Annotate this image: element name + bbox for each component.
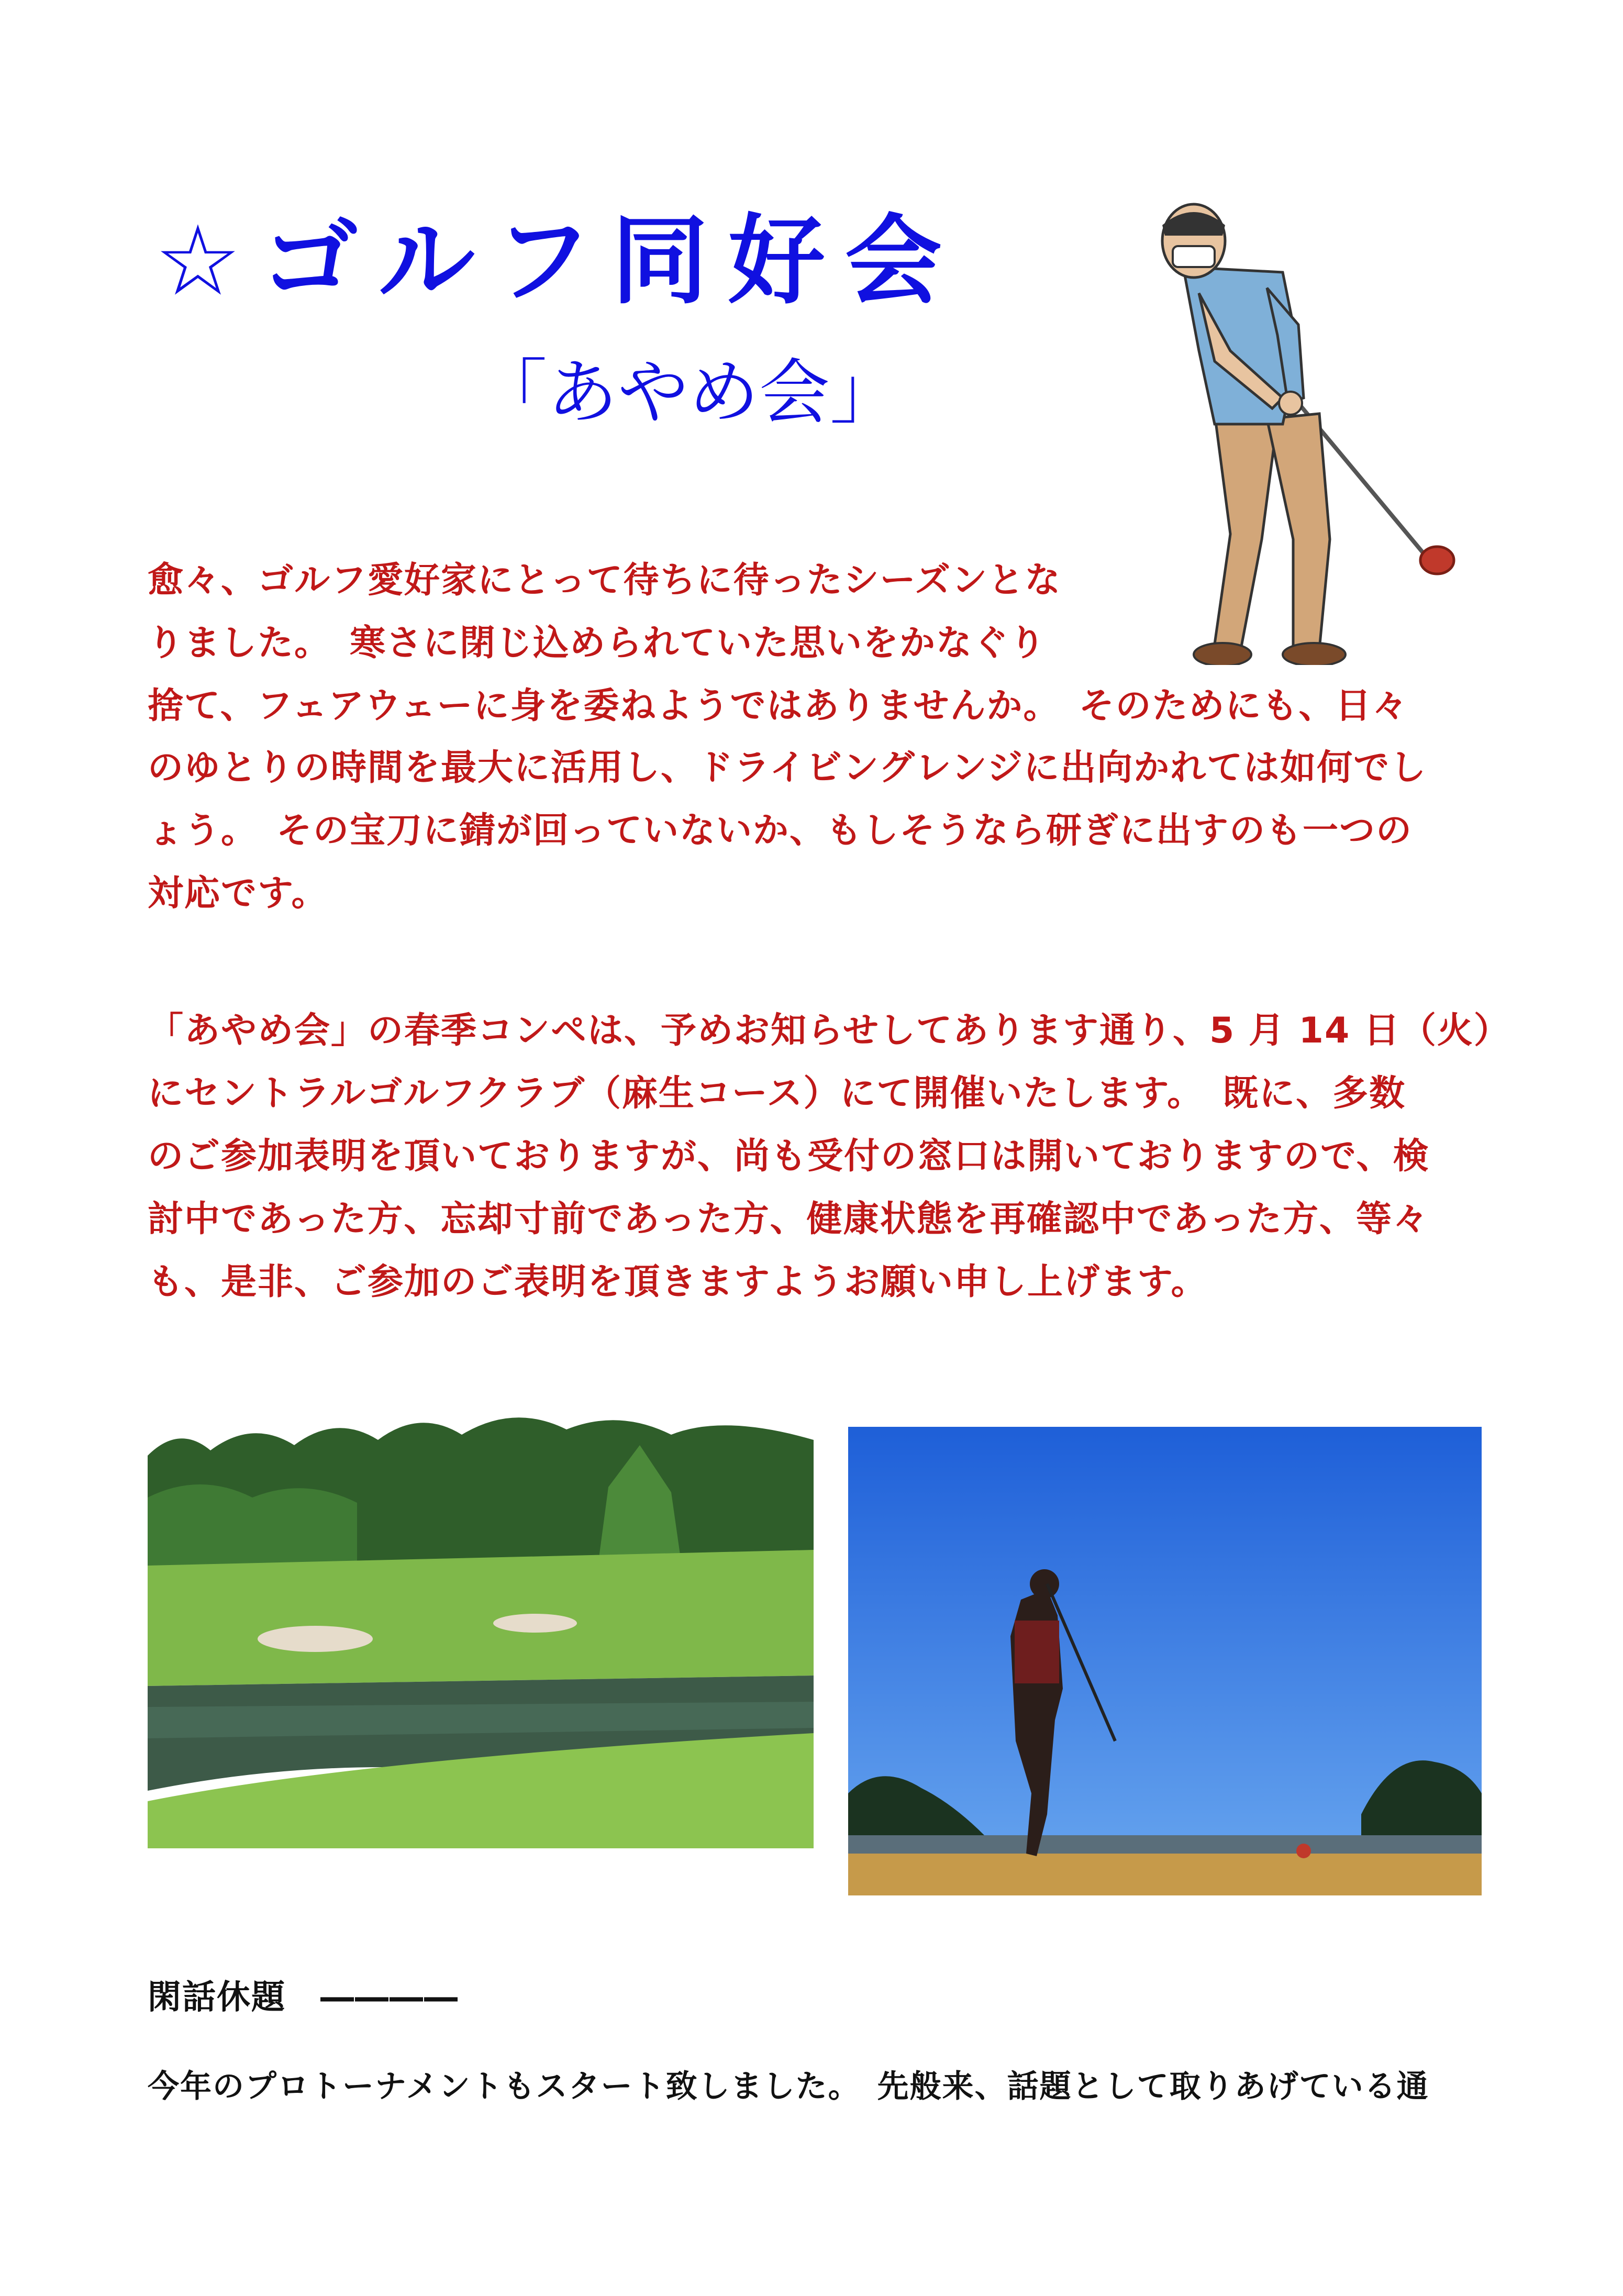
- announcement-line-3: のご参加表明を頂いておりますが、尚も受付の窓口は開いておりますので、検: [148, 1136, 1430, 1177]
- intro-line-4: のゆとりの時間を最大に活用し、ドライビングレンジに出向かれては如何でし: [148, 747, 1427, 789]
- announcement-line-2: にセントラルゴルフクラブ（麻生コース）にて開催いたします。 既に、多数: [148, 1073, 1406, 1114]
- intro-line-3: 捨て、フェアウェーに身を委ねようではありませんか。 そのためにも、日々: [148, 685, 1409, 727]
- announcement-line-5: も、是非、ご参加のご表明を頂きますようお願い申し上げます。: [148, 1261, 1208, 1303]
- intro-line-2: りました。 寒さに閉じ込められていた思いをかなぐり: [148, 623, 1047, 664]
- intro-line-6: 対応です。: [148, 873, 328, 914]
- announcement-line-1: 「あやめ会」の春季コンペは、予めお知らせしてあります通り、5 月 14 日（火）: [148, 1010, 1510, 1051]
- intro-line-1: 愈々、ゴルフ愛好家にとって待ちに待ったシーズンとな: [148, 560, 1062, 601]
- announcement-line-4: 討中であった方、忘却寸前であった方、健康状態を再確認中であった方、等々: [148, 1199, 1429, 1240]
- aside-line: 今年のプロトーナメントもスタート致しました。 先般来、話題として取りあげている通: [148, 2068, 1429, 2105]
- golf-course-pond-photo: [148, 1393, 814, 1848]
- page-title: ☆ゴルフ同好会: [154, 204, 962, 317]
- intro-line-5: ょう。 その宝刀に錆が回っていないか、もしそうなら研ぎに出すのも一つの: [148, 810, 1413, 851]
- aside-heading: 閑話休題 ――――: [148, 1978, 459, 2017]
- golfer-silhouette-photo: [848, 1427, 1482, 1895]
- golfer-illustration: [1110, 194, 1487, 665]
- page-subtitle: 「あやめ会」: [476, 351, 901, 434]
